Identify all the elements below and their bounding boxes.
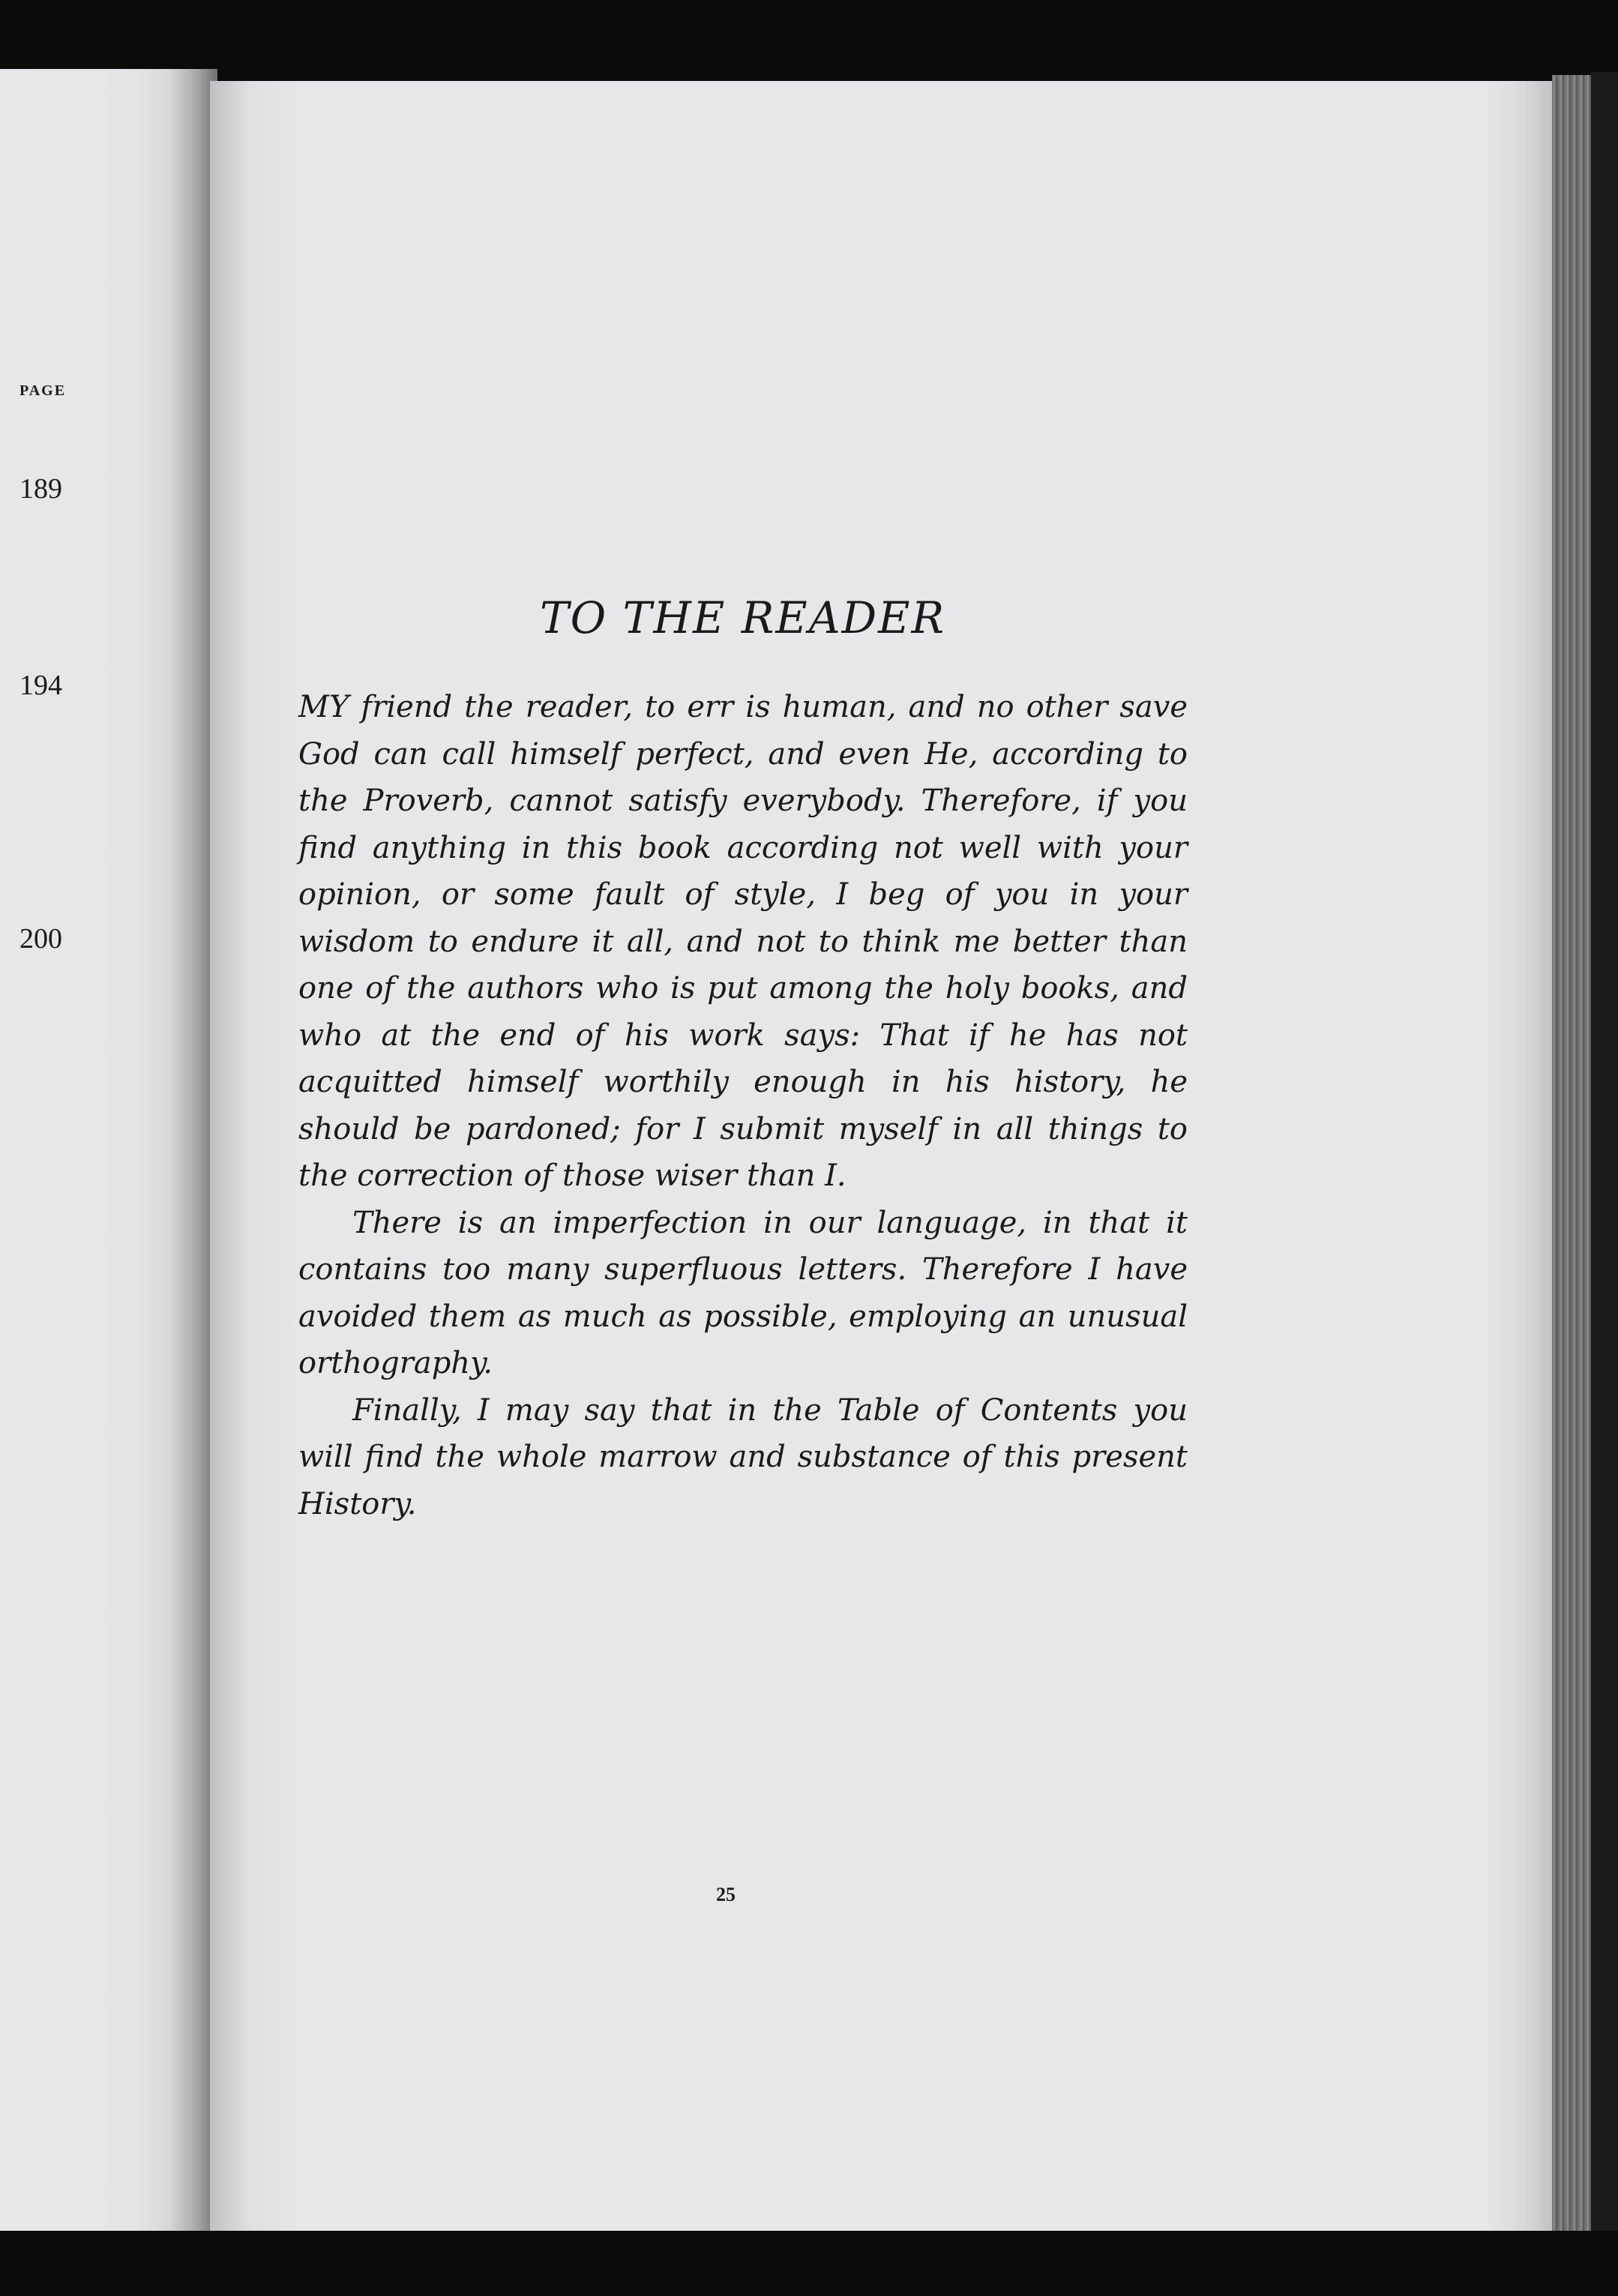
page-block-edge xyxy=(1552,75,1591,2242)
paragraph: MY friend the reader, to err is human, and no other save God can call himself perfect, and even He, according to the Proverb, cannot satisfy everybody. Therefore, if you find anything in this book according not well with your opinion, or some fault of style, I beg of you in your wisdom to endure it all, and not to think me better than one of the authors who is put among the holy books, and who at the end of his work says: That if he has not acquitted himself worthily enough in his history, he should be pardoned; for I submit myself in all things to the correction of those wiser than I. xyxy=(298,690,1188,1193)
page-title: TO THE READER xyxy=(540,592,946,643)
page-reference: 200 xyxy=(19,923,62,955)
previous-page xyxy=(0,69,217,2240)
binding-edge xyxy=(1591,72,1618,2247)
paragraph: There is an imperfection in our language, in that it contains too many superfluous letters. Therefore I have avoided them as much as possible, employing an unusual orthography. xyxy=(298,1205,1188,1380)
page-reference: 189 xyxy=(19,473,62,505)
scan-bottom-border xyxy=(0,2231,1618,2296)
paragraph: Finally, I may say that in the Table of Contents you will find the whole marrow and substance of this present History. xyxy=(298,1392,1188,1521)
body-text xyxy=(298,684,1188,1527)
page-column-heading: PAGE xyxy=(19,382,67,399)
page-number: 25 xyxy=(716,1884,736,1905)
page-reference: 194 xyxy=(19,670,62,701)
